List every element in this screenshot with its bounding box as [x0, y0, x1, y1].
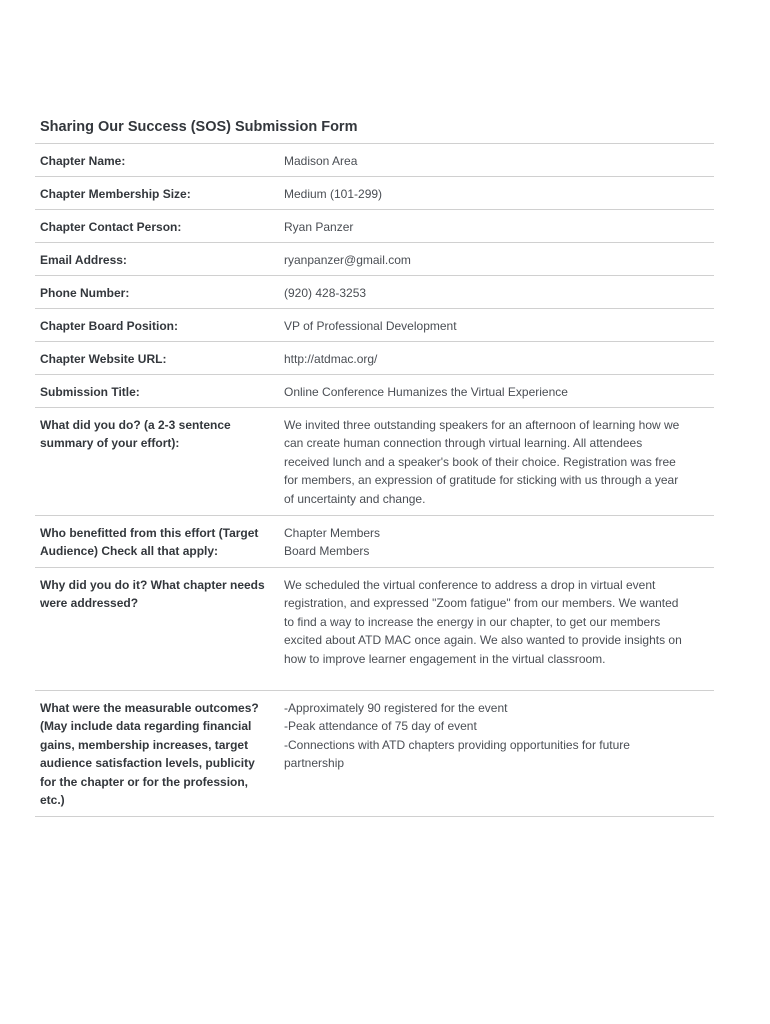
phone-label: Phone Number: — [40, 286, 130, 300]
audience-label-line: Who benefitted from this effort (Target — [40, 526, 259, 540]
outcomes-label-line: for the chapter or for the profession, — [40, 774, 249, 789]
outcomes-row — [35, 691, 714, 817]
submission-title-value: Online Conference Humanizes the Virtual Experience — [284, 385, 568, 399]
contact-person-label: Chapter Contact Person: — [40, 220, 182, 234]
phone-row — [35, 276, 714, 309]
outcomes-value — [284, 691, 714, 816]
outcomes-label-line: What were the measurable outcomes? — [40, 701, 259, 715]
submission-title-label: Submission Title: — [40, 385, 140, 399]
summary-label-line: summary of your effort): — [40, 436, 180, 451]
audience-label — [35, 516, 284, 567]
summary-row — [35, 408, 714, 516]
summary-value-line: of uncertainty and change. — [284, 491, 426, 506]
outcomes-value-line: -Peak attendance of 75 day of event — [284, 719, 477, 734]
website-label: Chapter Website URL: — [40, 352, 167, 366]
form-title: Sharing Our Success (SOS) Submission Form — [35, 117, 714, 144]
outcomes-value-line: partnership — [284, 756, 345, 771]
summary-label — [35, 408, 284, 515]
summary-value — [284, 408, 714, 515]
why-value-line: excited about ATD MAC once again. We also wanted to provide insights on — [284, 633, 682, 648]
email-label: Email Address: — [40, 253, 127, 267]
website-value: http://atdmac.org/ — [284, 352, 378, 366]
outcomes-label-line: gains, membership increases, target — [40, 737, 249, 752]
outcomes-value-line: -Connections with ATD chapters providing opportunities for future — [284, 737, 630, 752]
audience-label-line: Audience) Check all that apply: — [40, 544, 219, 559]
board-position-row — [35, 309, 714, 342]
outcomes-value-line: -Approximately 90 registered for the event — [284, 701, 508, 715]
summary-value-line: for members, an expression of gratitude for sticking with us through a year — [284, 473, 679, 488]
chapter-name-label: Chapter Name: — [40, 154, 126, 168]
why-label-line: were addressed? — [40, 596, 139, 611]
board-position-value: VP of Professional Development — [284, 319, 457, 333]
contact-person-value: Ryan Panzer — [284, 220, 354, 234]
submission-title-row — [35, 375, 714, 408]
why-row — [35, 568, 714, 691]
email-value: ryanpanzer@gmail.com — [284, 253, 411, 267]
audience-value-item: Board Members — [284, 544, 370, 559]
board-position-label: Chapter Board Position: — [40, 319, 179, 333]
outcomes-label — [35, 691, 284, 816]
summary-value-line: We invited three outstanding speakers for an afternoon of learning how we — [284, 418, 680, 432]
why-value-line: We scheduled the virtual conference to address a drop in virtual event — [284, 578, 656, 592]
membership-size-row — [35, 177, 714, 210]
chapter-name-row — [35, 144, 714, 177]
why-value — [284, 568, 714, 690]
website-row — [35, 342, 714, 375]
phone-value: (920) 428-3253 — [284, 286, 367, 300]
audience-row — [35, 516, 714, 568]
audience-value — [284, 516, 714, 567]
summary-value-line: received lunch and a speaker's book of their choice. Registration was free — [284, 454, 676, 469]
audience-value-item: Chapter Members — [284, 526, 381, 540]
email-row — [35, 243, 714, 276]
summary-label-line: What did you do? (a 2-3 sentence — [40, 418, 231, 432]
why-value-line: how to improve learner engagement in the virtual classroom. — [284, 651, 606, 666]
why-value-line: to find a way to increase the energy in our chapter, to get our members — [284, 614, 661, 629]
chapter-name-value: Madison Area — [284, 154, 358, 168]
summary-value-line: can create human connection through virtual learning. All attendees — [284, 436, 643, 451]
why-label-line: Why did you do it? What chapter needs — [40, 578, 265, 592]
outcomes-label-line: audience satisfaction levels, publicity — [40, 756, 255, 771]
membership-size-value: Medium (101-299) — [284, 187, 383, 201]
why-value-line: registration, and expressed "Zoom fatigue" from our members. We wanted — [284, 596, 679, 611]
why-label — [35, 568, 284, 690]
sos-submission-form — [35, 117, 714, 817]
outcomes-label-line: (May include data regarding financial — [40, 719, 252, 734]
outcomes-label-line: etc.) — [40, 793, 65, 808]
contact-person-row — [35, 210, 714, 243]
membership-size-label: Chapter Membership Size: — [40, 187, 191, 201]
